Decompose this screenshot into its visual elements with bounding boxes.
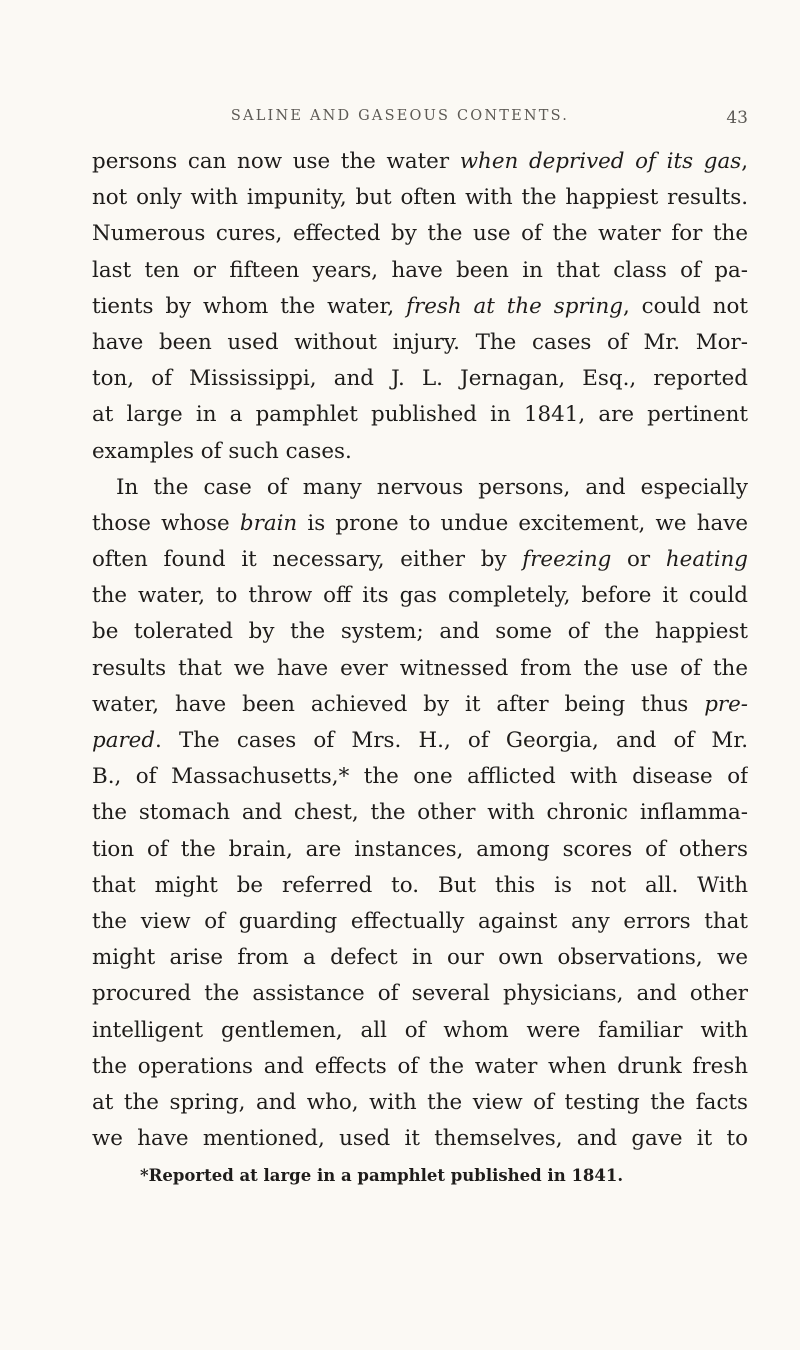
text-line [92, 976, 748, 1012]
text-segment: intelligent gentlemen, all of whom were familiar with [92, 1017, 748, 1043]
text-line [92, 614, 748, 650]
text-line [92, 1013, 748, 1049]
running-head: SALINE AND GASEOUS CONTENTS. [230, 108, 570, 124]
text-line [92, 434, 748, 470]
text-segment: ton, of Mississippi, and J. L. Jernagan, Esq., reported [92, 366, 748, 392]
text-segment: In the case of many nervous persons, and especially [116, 474, 748, 500]
italic-text: when deprived of its gas [459, 149, 742, 174]
text-line [92, 723, 748, 759]
text-segment: examples of such cases. [92, 438, 352, 464]
text-line [92, 759, 748, 795]
text-segment: tients by whom the water, [92, 293, 407, 319]
text-line [92, 289, 748, 325]
italic-text: pared [92, 728, 156, 753]
text-segment: not only with impunity, but often with the happiest results. [92, 185, 748, 211]
text-line [92, 904, 748, 940]
text-segment: those whose [92, 510, 240, 536]
text-segment: be tolerated by the system; and some of the happiest [92, 619, 748, 645]
text-segment: have been used without injury. The cases of Mr. Mor- [92, 329, 748, 355]
text-segment: B., of Massachusetts,* the one afflicted with disease of [92, 764, 748, 790]
text-segment: that might be referred to. But this is not all. With [92, 872, 748, 898]
text-segment: might arise from a defect in our own observations, we [92, 945, 748, 971]
text-line [92, 216, 748, 252]
body-text [92, 144, 748, 1157]
text-segment: last ten or fifteen years, have been in that class of pa- [92, 257, 748, 283]
text-segment: persons can now use the water [92, 149, 460, 174]
text-segment: at the spring, and who, with the view of testing the facts [92, 1089, 748, 1115]
text-segment: at large in a pamphlet published in 1841, are pertinent [92, 402, 748, 428]
footnote: *Reported at large in a pamphlet published in 1841. [140, 1166, 624, 1185]
text-segment: Numerous cures, effected by the use of the water for the [92, 221, 748, 247]
text-line [92, 1049, 748, 1085]
text-line [92, 578, 748, 614]
text-segment: often found it necessary, either by [92, 547, 523, 573]
italic-text: pre- [704, 691, 748, 717]
text-line [92, 470, 748, 506]
text-segment: we have mentioned, used it themselves, and gave it to [92, 1126, 748, 1152]
text-line [92, 180, 748, 216]
text-line [92, 687, 748, 723]
text-segment: or [611, 547, 666, 573]
italic-text: brain [239, 510, 298, 536]
text-segment: tion of the brain, are instances, among scores of others [92, 836, 748, 862]
text-line [92, 651, 748, 687]
text-line [92, 868, 748, 904]
text-line [92, 397, 748, 433]
text-line [92, 940, 748, 976]
italic-text: fresh at the spring [406, 293, 623, 319]
text-line [92, 253, 748, 289]
text-segment: the view of guarding effectually against any errors that [92, 908, 748, 934]
page-header [92, 108, 748, 138]
text-segment: the operations and effects of the water when drunk fresh [92, 1053, 748, 1079]
italic-text: freezing [522, 547, 612, 573]
text-segment: the stomach and chest, the other with chronic inflamma- [92, 800, 748, 826]
text-segment: results that we have ever witnessed from the use of the [92, 655, 748, 681]
text-line [92, 1085, 748, 1121]
text-line [92, 325, 748, 361]
page-number: 43 [726, 108, 748, 128]
text-line [92, 795, 748, 831]
text-segment: , could not [622, 293, 748, 319]
text-segment: is prone to undue excitement, we have [297, 510, 748, 536]
text-line [92, 361, 748, 397]
text-segment: , [741, 149, 748, 174]
text-segment: water, have been achieved by it after being thus [92, 691, 705, 717]
text-segment: . The cases of Mrs. H., of Georgia, and of Mr. [155, 728, 748, 753]
text-line [92, 542, 748, 578]
text-line [92, 832, 748, 868]
text-line [92, 506, 748, 542]
text-line [92, 144, 748, 180]
text-line [92, 1121, 748, 1157]
text-segment: the water, to throw off its gas completely, before it could [92, 583, 748, 609]
italic-text: heating [665, 547, 748, 573]
text-segment: procured the assistance of several physicians, and other [92, 981, 748, 1007]
